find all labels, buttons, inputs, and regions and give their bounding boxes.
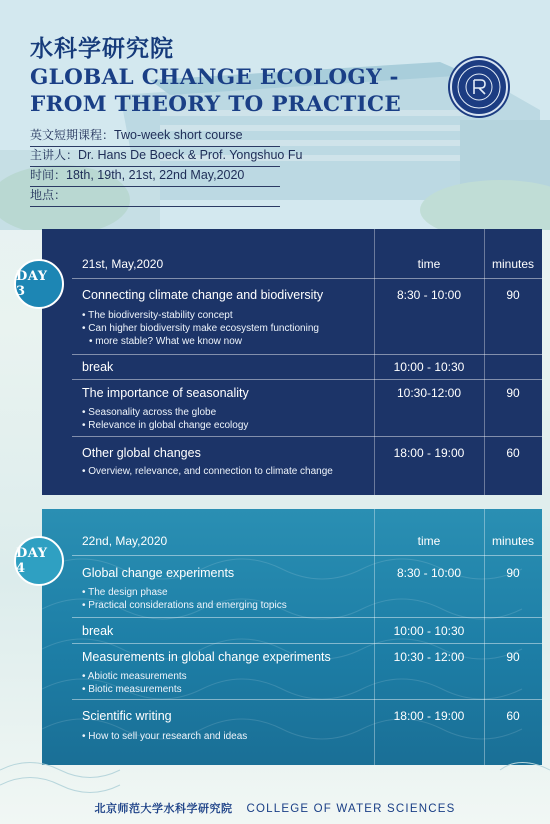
bullet-item: • Relevance in global change ecology (82, 419, 248, 432)
session-time: 10:30 - 12:00 (393, 650, 465, 664)
day4-badge: DAY 4 (14, 536, 64, 586)
session-topic: Scientific writing (82, 709, 172, 723)
footer-chinese-name: 北京师范大学水科学研究院 (94, 802, 233, 815)
day3-date: 21st, May,2020 (82, 257, 164, 271)
info-time: 时间：18th, 19th, 21st, 22nd May,2020 (30, 167, 280, 187)
title-line-1: GLOBAL CHANGE ECOLOGY - (30, 65, 399, 90)
session-time: 10:30-12:00 (396, 386, 462, 400)
row-divider (72, 379, 542, 380)
bullet-item: • How to sell your research and ideas (82, 730, 247, 743)
bullet-item: • The biodiversity-stability concept (82, 309, 319, 322)
footer (0, 800, 550, 816)
info-speaker: 主讲人：Dr. Hans De Boeck & Prof. Yongshuo Fu (30, 147, 280, 167)
session-bullets (82, 586, 287, 612)
bullet-item: • Seasonality across the globe (82, 406, 248, 419)
session-time: 10:00 - 10:30 (393, 360, 465, 374)
page-title-chinese: 水科学研究院 (30, 36, 174, 62)
title-line-2: FROM THEORY TO PRACTICE (30, 92, 402, 117)
row-divider (72, 354, 542, 355)
session-time: 10:00 - 10:30 (393, 624, 465, 638)
session-topic: Other global changes (82, 446, 201, 460)
session-time: 18:00 - 19:00 (393, 709, 465, 723)
session-minutes: 90 (506, 288, 520, 302)
session-bullets (82, 309, 319, 348)
row-divider (72, 278, 542, 279)
session-bullets (82, 465, 333, 478)
session-topic: break (82, 624, 114, 638)
row-divider (72, 436, 542, 437)
page-title-english (30, 64, 401, 118)
bullet-item: • Overview, relevance, and connection to climate change (82, 465, 333, 478)
info-place: 地点： (30, 187, 280, 207)
session-minutes: 90 (506, 566, 520, 580)
session-time: 18:00 - 19:00 (393, 446, 465, 460)
bullet-item-continuation: • more stable? What we know now (82, 335, 319, 348)
day3-badge: DAY 3 (14, 259, 64, 309)
day4-date: 22nd, May,2020 (82, 534, 168, 548)
seal-icon (456, 64, 502, 110)
row-divider (72, 617, 542, 618)
session-bullets (82, 670, 187, 696)
university-seal-logo (450, 58, 508, 116)
session-minutes: 90 (506, 650, 520, 664)
session-topic: The importance of seasonality (82, 386, 249, 400)
session-time: 8:30 - 10:00 (396, 566, 462, 580)
session-topic: break (82, 360, 114, 374)
minutes-header: minutes (491, 257, 535, 271)
bullet-item: • Practical considerations and emerging topics (82, 599, 287, 612)
bullet-item: • Can higher biodiversity make ecosystem functioning (82, 322, 319, 335)
session-minutes: 60 (506, 709, 520, 723)
session-time: 8:30 - 10:00 (396, 288, 462, 302)
session-bullets (82, 406, 248, 432)
day3-schedule-table (42, 229, 542, 495)
bullet-item: • Biotic measurements (82, 683, 187, 696)
row-divider (72, 555, 542, 556)
session-topic: Global change experiments (82, 566, 235, 580)
bottom-wave-decoration (0, 700, 550, 800)
time-header: time (417, 257, 441, 271)
session-topic: Measurements in global change experiments (82, 650, 331, 664)
course-info (30, 127, 303, 207)
bullet-item: • The design phase (82, 586, 287, 599)
session-minutes: 60 (506, 446, 520, 460)
session-topic: Connecting climate change and biodiversity (82, 288, 324, 302)
row-divider (72, 643, 542, 644)
time-header: time (417, 534, 441, 548)
bullet-item: • Abiotic measurements (82, 670, 187, 683)
minutes-header: minutes (491, 534, 535, 548)
session-minutes: 90 (506, 386, 520, 400)
footer-english-name: COLLEGE OF WATER SCIENCES (246, 803, 456, 815)
info-course: 英文短期课程：Two-week short course (30, 127, 280, 147)
